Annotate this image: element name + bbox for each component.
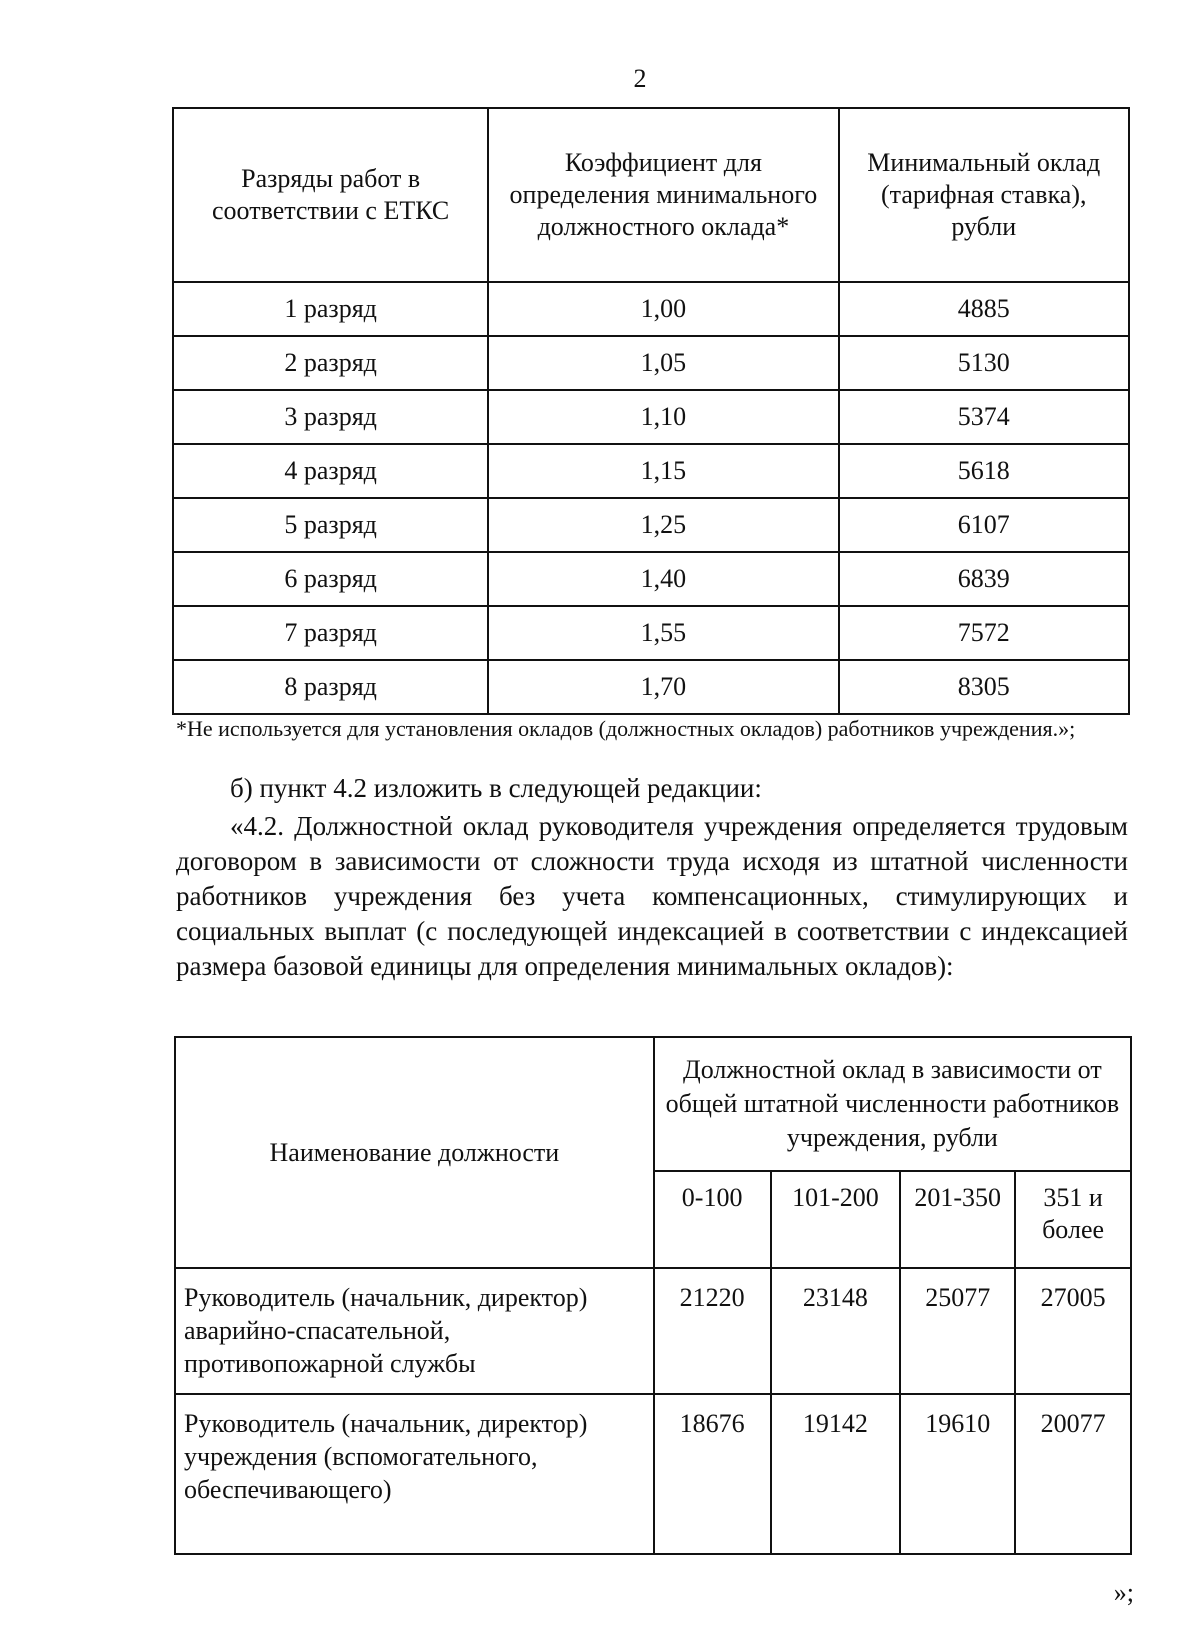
coefficient-cell: 1,15 (488, 444, 838, 498)
salary-cell: 6839 (839, 552, 1130, 606)
grades-header-coefficient: Коэффициент для определения минимального должностного оклада* (488, 108, 838, 282)
table-row (173, 552, 1129, 606)
coefficient-cell: 1,10 (488, 390, 838, 444)
salary-value-cell: 20077 (1015, 1394, 1131, 1554)
grade-cell: 7 разряд (173, 606, 488, 660)
paragraph-b: б) пункт 4.2 изложить в следующей редакции: (230, 773, 762, 803)
salary-group-header: Должностной оклад в зависимости от общей штатной численности работников учреждения, рубли (654, 1037, 1131, 1171)
grade-cell: 1 разряд (173, 282, 488, 336)
salary-value-cell: 18676 (654, 1394, 771, 1554)
range-header-351-plus: 351 и более (1015, 1171, 1131, 1268)
grade-cell: 8 разряд (173, 660, 488, 714)
footnote: *Не используется для установления окладов (должностных окладов) работников учреждения.»; (176, 716, 1076, 741)
salary-cell: 6107 (839, 498, 1130, 552)
coefficient-cell: 1,25 (488, 498, 838, 552)
range-header-0-100: 0-100 (654, 1171, 771, 1268)
table-row (173, 336, 1129, 390)
salary-value-cell: 19142 (771, 1394, 901, 1554)
salary-cell: 5130 (839, 336, 1130, 390)
coefficient-cell: 1,00 (488, 282, 838, 336)
salary-value-cell: 23148 (771, 1268, 901, 1394)
grade-cell: 5 разряд (173, 498, 488, 552)
grades-table (172, 107, 1130, 715)
grade-cell: 3 разряд (173, 390, 488, 444)
closing-quote: »; (1113, 1578, 1134, 1607)
table-row (175, 1394, 1131, 1554)
salary-cell: 5374 (839, 390, 1130, 444)
position-name-cell: Руководитель (начальник, директор) учреждения (вспомогательного, обеспечивающего) (175, 1394, 654, 1554)
grade-cell: 4 разряд (173, 444, 488, 498)
coefficient-cell: 1,05 (488, 336, 838, 390)
salary-cell: 5618 (839, 444, 1130, 498)
grade-cell: 6 разряд (173, 552, 488, 606)
grades-table-header-row (173, 108, 1129, 282)
table-row (173, 498, 1129, 552)
salary-cell: 7572 (839, 606, 1130, 660)
salary-cell: 4885 (839, 282, 1130, 336)
table-row (173, 282, 1129, 336)
heads-salary-table (174, 1036, 1132, 1555)
table-row (173, 606, 1129, 660)
range-header-201-350: 201-350 (900, 1171, 1015, 1268)
range-header-101-200: 101-200 (771, 1171, 901, 1268)
salary-value-cell: 19610 (900, 1394, 1015, 1554)
table-row (173, 390, 1129, 444)
salary-cell: 8305 (839, 660, 1130, 714)
table-row (173, 444, 1129, 498)
coefficient-cell: 1,70 (488, 660, 838, 714)
salary-value-cell: 21220 (654, 1268, 771, 1394)
grades-header-grade: Разряды работ в соответствии с ЕТКС (173, 108, 488, 282)
grades-header-salary: Минимальный оклад (тарифная ставка), рубли (839, 108, 1130, 282)
coefficient-cell: 1,55 (488, 606, 838, 660)
heads-table-header-row (175, 1037, 1131, 1171)
position-name-cell: Руководитель (начальник, директор) аварийно-спасательной, противопожарной службы (175, 1268, 654, 1394)
page-number: 2 (633, 64, 647, 93)
table-row (173, 660, 1129, 714)
position-header: Наименование должности (175, 1037, 654, 1268)
salary-value-cell: 25077 (900, 1268, 1015, 1394)
grade-cell: 2 разряд (173, 336, 488, 390)
salary-value-cell: 27005 (1015, 1268, 1131, 1394)
coefficient-cell: 1,40 (488, 552, 838, 606)
table-row (175, 1268, 1131, 1394)
paragraph-4-2: «4.2. Должностной оклад руководителя учреждения определяется трудовым договором в зависимости от сложности труда исходя из штатной численности работников учреждения без учета компенсационных, стимулирующих и социальных выплат (с последующей индексацией в соответствии с индексацией размера базовой единицы для определения минимальных окладов): (176, 811, 1128, 981)
